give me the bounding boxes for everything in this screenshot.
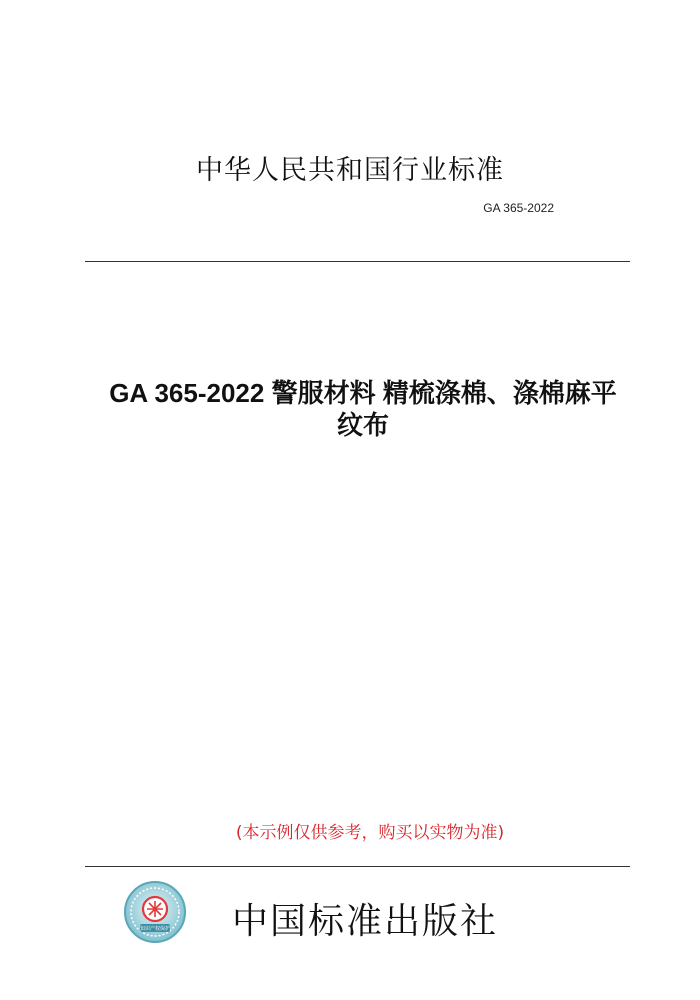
- publisher-name: 中国标准出版社: [232, 901, 499, 942]
- document-title-line2: 纹布: [336, 410, 389, 440]
- standard-type-heading: 中华人民共和国行业标准: [196, 155, 504, 186]
- bottom-divider: [85, 866, 630, 867]
- standard-code: GA 365-2022: [483, 201, 554, 215]
- document-title-line1: GA 365-2022 警服材料 精梳涤棉、涤棉麻平: [109, 378, 617, 408]
- top-divider: [85, 261, 630, 262]
- sample-notice: (本示例仅供参考，购买以实物为准): [235, 823, 505, 843]
- publisher-seal-icon: [123, 880, 187, 944]
- seal-text: 知识产权保护: [139, 926, 171, 932]
- document-title: [50, 377, 676, 441]
